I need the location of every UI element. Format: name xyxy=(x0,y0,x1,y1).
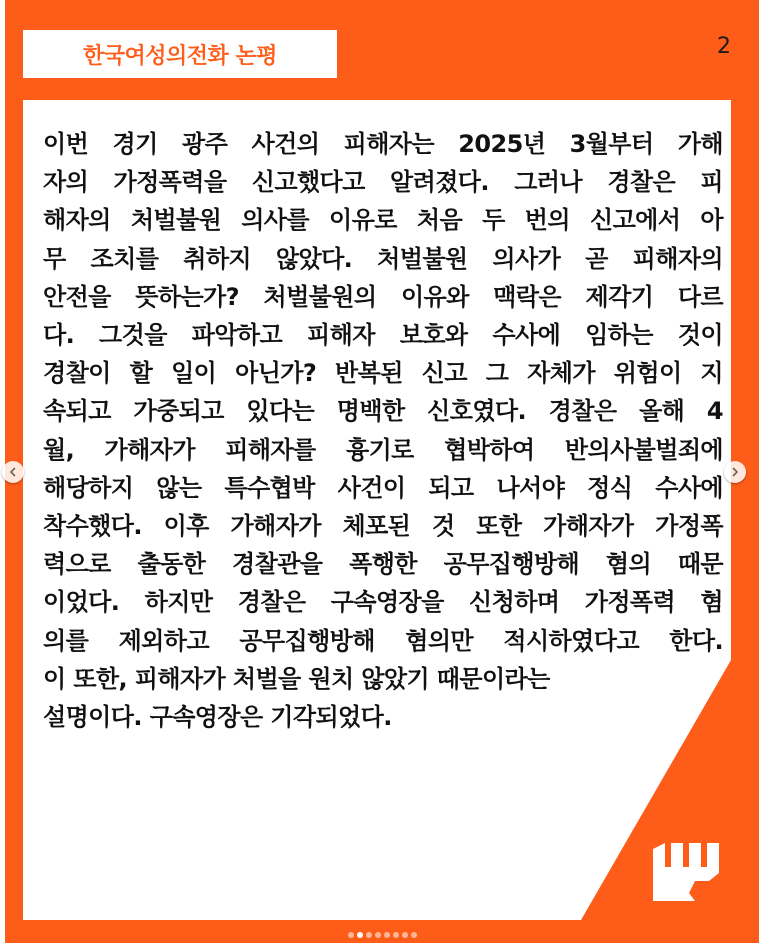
raised-fist-icon xyxy=(649,843,733,901)
title-label-box xyxy=(23,30,337,78)
body-line: 해자의 처벌불원 의사를 이유로 처음 두 번의 신고에서 아 xyxy=(43,206,723,235)
body-line: 이번 경기 광주 사건의 피해자는 2025년 3월부터 가해 xyxy=(43,130,723,158)
carousel-dot[interactable] xyxy=(393,932,399,938)
body-line: 경찰이 할 일이 아닌가? 반복된 신고 그 자체가 위험이 지 xyxy=(43,359,723,388)
post-slide xyxy=(5,0,759,943)
carousel-dot[interactable] xyxy=(384,932,390,938)
chevron-left-icon xyxy=(8,467,18,477)
page-number: 2 xyxy=(717,34,731,59)
carousel-dot[interactable] xyxy=(366,932,372,938)
body-line: 자의 가정폭력을 신고했다고 알려졌다. 그러나 경찰은 피 xyxy=(43,168,723,197)
carousel-indicator xyxy=(0,930,764,940)
chevron-right-icon xyxy=(730,467,740,477)
body-line: 설명이다. 구속영장은 기각되었다. xyxy=(43,703,392,732)
body-line: 이었다. 하지만 경찰은 구속영장을 신청하며 가정폭력 혐 xyxy=(43,588,723,617)
slide-title: 한국여성의전화 논평 xyxy=(83,43,277,69)
carousel-dot[interactable] xyxy=(411,932,417,938)
body-line: 이 또한, 피해자가 처벌을 원치 않았기 때문이라는 xyxy=(43,664,550,693)
body-line: 착수했다. 이후 가해자가 체포된 것 또한 가해자가 가정폭 xyxy=(43,512,723,541)
body-line: 속되고 가중되고 있다는 명백한 신호였다. 경찰은 올해 4 xyxy=(43,397,723,426)
next-slide-button[interactable] xyxy=(724,461,746,483)
body-line: 의를 제외하고 공무집행방해 혐의만 적시하였다고 한다. xyxy=(43,626,723,655)
body-line: 월, 가해자가 피해자를 흉기로 협박하여 반의사불벌죄에 xyxy=(43,435,723,464)
carousel-dot[interactable] xyxy=(357,932,363,938)
body-line: 다. 그것을 파악하고 피해자 보호와 수사에 임하는 것이 xyxy=(43,321,723,350)
prev-slide-button[interactable] xyxy=(2,461,24,483)
body-line: 력으로 출동한 경찰관을 폭행한 공무집행방해 혐의 때문 xyxy=(43,550,723,579)
body-line: 해당하지 않는 특수협박 사건이 되고 나서야 정식 수사에 xyxy=(43,473,723,502)
body-line: 무 조치를 취하지 않았다. 처벌불원 의사가 곧 피해자의 xyxy=(43,244,723,273)
body-line: 안전을 뜻하는가? 처벌불원의 이유와 맥락은 제각기 다르 xyxy=(43,282,723,311)
body-text xyxy=(43,125,723,736)
carousel-dot[interactable] xyxy=(348,932,354,938)
carousel-dot[interactable] xyxy=(375,932,381,938)
carousel-dot[interactable] xyxy=(402,932,408,938)
